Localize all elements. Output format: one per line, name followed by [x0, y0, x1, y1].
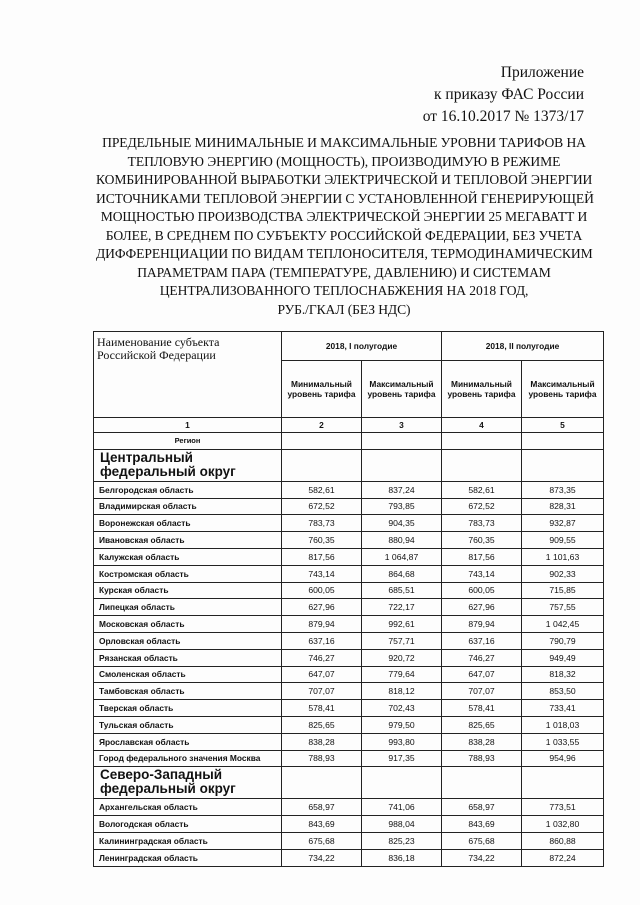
region-name: Калужская область	[94, 548, 282, 565]
min-tariff-h2: 783,73	[442, 515, 522, 532]
min-tariff-h1: 707,07	[282, 683, 362, 700]
min-tariff-h1: 734,22	[282, 849, 362, 866]
max-tariff-h1: 917,35	[362, 750, 442, 767]
period-1-header: 2018, I полугодие	[282, 332, 442, 361]
max-tariff-h2: 873,35	[522, 481, 604, 498]
min-tariff-h2: 637,16	[442, 632, 522, 649]
table-row	[94, 683, 604, 700]
title-line: МОЩНОСТЬЮ ПРОИЗВОДСТВА ЭЛЕКТРИЧЕСКОЙ ЭНЕРГИИ 25 МЕГАВАТТ И	[100, 209, 588, 224]
column-number: 3	[362, 418, 442, 433]
min-tariff-h1: 817,56	[282, 548, 362, 565]
region-name: Тульская область	[94, 716, 282, 733]
min-tariff-h2: 675,68	[442, 832, 522, 849]
column-number: 5	[522, 418, 604, 433]
min-tariff-h1: 627,96	[282, 599, 362, 616]
max-tariff-h2: 932,87	[522, 515, 604, 532]
max-tariff-h2: 828,31	[522, 498, 604, 515]
region-name: Тамбовская область	[94, 683, 282, 700]
min-tariff-h1: 578,41	[282, 700, 362, 717]
table-row	[94, 750, 604, 767]
title-line: ЦЕНТРАЛИЗОВАННОГО ТЕПЛОСНАБЖЕНИЯ НА 2018 ГОД,	[159, 283, 529, 298]
max-tariff-h2: 853,50	[522, 683, 604, 700]
max-tariff-h1: 988,04	[362, 816, 442, 833]
max-tariff-h1: 793,85	[362, 498, 442, 515]
table-row	[94, 515, 604, 532]
table-row	[94, 498, 604, 515]
max-tariff-h2: 1 042,45	[522, 616, 604, 633]
min-tariff-h2: 743,14	[442, 565, 522, 582]
region-name: Город федерального значения Москва	[94, 750, 282, 767]
appendix-line-3: от 16.10.2017 № 1373/17	[422, 108, 584, 125]
max-tariff-h1: 904,35	[362, 515, 442, 532]
max-tariff-h1: 993,80	[362, 733, 442, 750]
max-tariff-h1: 741,06	[362, 799, 442, 816]
min-tariff-h1: 675,68	[282, 832, 362, 849]
region-name: Рязанская область	[94, 649, 282, 666]
title-line: РУБ./ГКАЛ (БЕЗ НДС)	[277, 301, 411, 317]
min-tariff-h1: 743,14	[282, 565, 362, 582]
max-tariff-h2: 733,41	[522, 700, 604, 717]
min-tariff-header: Минимальный уровень тарифа	[282, 361, 362, 418]
period-2-header: 2018, II полугодие	[442, 332, 604, 361]
max-tariff-h2: 818,32	[522, 666, 604, 683]
title-line: КОМБИНИРОВАННОЙ ВЫРАБОТКИ ЭЛЕКТРИЧЕСКОЙ И ТЕПЛОВОЙ ЭНЕРГИИ	[96, 172, 593, 187]
max-tariff-h2: 715,85	[522, 582, 604, 599]
min-tariff-h2: 600,05	[442, 582, 522, 599]
min-tariff-h2: 838,28	[442, 733, 522, 750]
region-name: Курская область	[94, 582, 282, 599]
table-row	[94, 532, 604, 549]
max-tariff-h2: 954,96	[522, 750, 604, 767]
title-line: ИСТОЧНИКАМИ ТЕПЛОВОЙ ЭНЕРГИИ С УСТАНОВЛЕННОЙ ГЕНЕРИРУЮЩЕЙ	[96, 190, 594, 206]
table-row	[94, 599, 604, 616]
max-tariff-h2: 757,55	[522, 599, 604, 616]
table-row	[94, 616, 604, 633]
region-label: Регион	[94, 433, 282, 450]
max-tariff-h1: 825,23	[362, 832, 442, 849]
table-row	[94, 700, 604, 717]
region-name: Московская область	[94, 616, 282, 633]
max-tariff-h1: 722,17	[362, 599, 442, 616]
region-name: Вологодская область	[94, 816, 282, 833]
table-row	[94, 582, 604, 599]
max-tariff-h2: 1 101,63	[522, 548, 604, 565]
table-row	[94, 632, 604, 649]
min-tariff-h1: 658,97	[282, 799, 362, 816]
subject-name-header: Наименование субъекта Российской Федерации	[94, 332, 282, 418]
title-line: ПАРАМЕТРАМ ПАРА (ТЕМПЕРАТУРЕ, ДАВЛЕНИЮ) И СИСТЕМАМ	[137, 264, 551, 280]
district-northwest: Северо-Западный федеральный округ	[94, 767, 282, 799]
appendix-block	[423, 62, 584, 128]
min-tariff-h2: 788,93	[442, 750, 522, 767]
table-row	[94, 733, 604, 750]
title-line: ДИФФЕРЕНЦИАЦИИ ПО ВИДАМ ТЕПЛОНОСИТЕЛЯ, ТЕРМОДИНАМИЧЕСКИМ	[96, 246, 593, 261]
appendix-line-2: к приказу ФАС России	[434, 86, 584, 103]
district-central: Центральный федеральный округ	[94, 449, 282, 481]
max-tariff-h2: 902,33	[522, 565, 604, 582]
title-line: ТЕПЛОВУЮ ЭНЕРГИЮ (МОЩНОСТЬ), ПРОИЗВОДИМУЮ В РЕЖИМЕ	[127, 153, 561, 169]
min-tariff-h2: 707,07	[442, 683, 522, 700]
max-tariff-h2: 1 018,03	[522, 716, 604, 733]
max-tariff-h1: 837,24	[362, 481, 442, 498]
table-row	[94, 832, 604, 849]
table-row	[94, 816, 604, 833]
max-tariff-h1: 1 064,87	[362, 548, 442, 565]
max-tariff-h2: 790,79	[522, 632, 604, 649]
table-row	[94, 548, 604, 565]
region-name: Воронежская область	[94, 515, 282, 532]
min-tariff-h1: 746,27	[282, 649, 362, 666]
min-tariff-h2: 879,94	[442, 616, 522, 633]
max-tariff-h1: 880,94	[362, 532, 442, 549]
max-tariff-h1: 920,72	[362, 649, 442, 666]
district-row	[94, 767, 604, 799]
max-tariff-h2: 860,88	[522, 832, 604, 849]
region-name: Костромская область	[94, 565, 282, 582]
max-tariff-h1: 992,61	[362, 616, 442, 633]
min-tariff-h2: 578,41	[442, 700, 522, 717]
table-row	[94, 849, 604, 866]
min-tariff-h1: 879,94	[282, 616, 362, 633]
max-tariff-h1: 836,18	[362, 849, 442, 866]
max-tariff-h1: 757,71	[362, 632, 442, 649]
table-row	[94, 799, 604, 816]
max-tariff-h1: 779,64	[362, 666, 442, 683]
min-tariff-h2: 760,35	[442, 532, 522, 549]
table-row	[94, 565, 604, 582]
max-tariff-h1: 685,51	[362, 582, 442, 599]
min-tariff-h1: 760,35	[282, 532, 362, 549]
appendix-line-1: Приложение	[500, 64, 584, 81]
table-row	[94, 716, 604, 733]
max-tariff-h1: 818,12	[362, 683, 442, 700]
document-title	[96, 134, 592, 319]
max-tariff-h2: 949,49	[522, 649, 604, 666]
tariff-table	[93, 331, 604, 867]
region-name: Архангельская область	[94, 799, 282, 816]
min-tariff-h2: 647,07	[442, 666, 522, 683]
min-tariff-h2: 817,56	[442, 548, 522, 565]
column-number: 4	[442, 418, 522, 433]
region-name: Орловская область	[94, 632, 282, 649]
min-tariff-h2: 843,69	[442, 816, 522, 833]
region-name: Ярославская область	[94, 733, 282, 750]
min-tariff-h2: 627,96	[442, 599, 522, 616]
column-number: 1	[94, 418, 282, 433]
column-number: 2	[282, 418, 362, 433]
min-tariff-h1: 647,07	[282, 666, 362, 683]
max-tariff-h2: 1 032,80	[522, 816, 604, 833]
min-tariff-h2: 746,27	[442, 649, 522, 666]
min-tariff-h2: 658,97	[442, 799, 522, 816]
min-tariff-h1: 582,61	[282, 481, 362, 498]
min-tariff-h2: 734,22	[442, 849, 522, 866]
min-tariff-h1: 838,28	[282, 733, 362, 750]
min-tariff-h1: 788,93	[282, 750, 362, 767]
max-tariff-h1: 979,50	[362, 716, 442, 733]
region-name: Тверская область	[94, 700, 282, 717]
region-name: Ивановская область	[94, 532, 282, 549]
table-row	[94, 481, 604, 498]
region-name: Ленинградская область	[94, 849, 282, 866]
max-tariff-h2: 872,24	[522, 849, 604, 866]
region-name: Липецкая область	[94, 599, 282, 616]
region-name: Калининградская область	[94, 832, 282, 849]
min-tariff-h2: 672,52	[442, 498, 522, 515]
region-name: Белгородская область	[94, 481, 282, 498]
max-tariff-h2: 909,55	[522, 532, 604, 549]
min-tariff-header: Минимальный уровень тарифа	[442, 361, 522, 418]
tariff-table-body	[94, 433, 604, 867]
max-tariff-header: Максимальный уровень тарифа	[522, 361, 604, 418]
min-tariff-h2: 825,65	[442, 716, 522, 733]
max-tariff-h2: 1 033,55	[522, 733, 604, 750]
min-tariff-h1: 637,16	[282, 632, 362, 649]
min-tariff-h1: 825,65	[282, 716, 362, 733]
min-tariff-h1: 783,73	[282, 515, 362, 532]
min-tariff-h1: 600,05	[282, 582, 362, 599]
table-row	[94, 666, 604, 683]
max-tariff-header: Максимальный уровень тарифа	[362, 361, 442, 418]
min-tariff-h1: 843,69	[282, 816, 362, 833]
max-tariff-h2: 773,51	[522, 799, 604, 816]
title-line: БОЛЕЕ, В СРЕДНЕМ ПО СУБЪЕКТУ РОССИЙСКОЙ ФЕДЕРАЦИИ, БЕЗ УЧЕТА	[105, 227, 583, 243]
title-line: ПРЕДЕЛЬНЫЕ МИНИМАЛЬНЫЕ И МАКСИМАЛЬНЫЕ УРОВНИ ТАРИФОВ НА	[102, 135, 586, 150]
max-tariff-h1: 702,43	[362, 700, 442, 717]
region-name: Смоленская область	[94, 666, 282, 683]
max-tariff-h1: 864,68	[362, 565, 442, 582]
min-tariff-h2: 582,61	[442, 481, 522, 498]
min-tariff-h1: 672,52	[282, 498, 362, 515]
table-row	[94, 649, 604, 666]
region-name: Владимирская область	[94, 498, 282, 515]
